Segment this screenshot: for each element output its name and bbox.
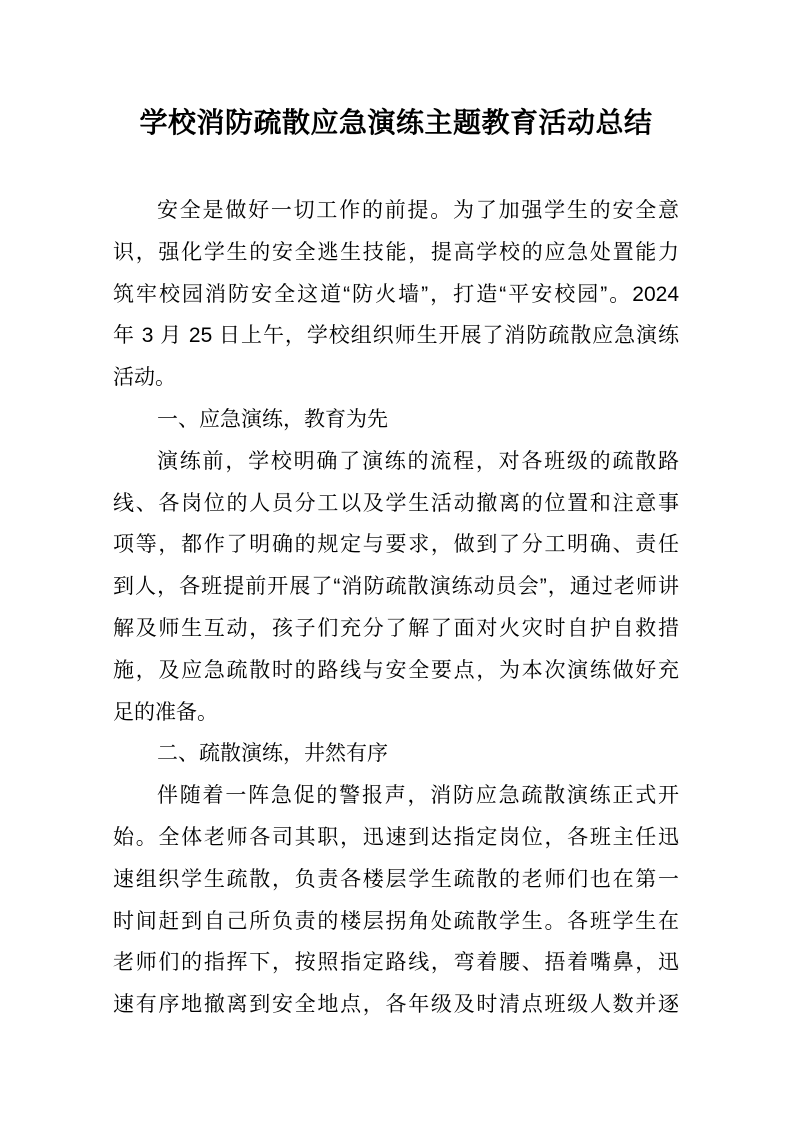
text-line: 到人，各班提前开展了“消防疏散演练动员会”，通过老师讲 [113,575,679,599]
text-line: 施，及应急疏散时的路线与安全要点，为本次演练做好充 [113,658,679,682]
text-line: 安全是做好一切工作的前提。为了加强学生的安全意 [157,199,679,222]
section-2-heading [113,733,679,775]
section-1-paragraph [113,441,679,734]
text-line: 时间赶到自己所负责的楼层拐角处疏散学生。各班学生在 [113,909,679,933]
text-line: 速组织学生疏散，负责各楼层学生疏散的老师们也在第一 [113,867,679,891]
text-line: 演练前，学校明确了演练的流程，对各班级的疏散路 [157,449,679,473]
text-line: 足的准备。 [113,700,218,724]
heading-line: 二、疏散演练，井然有序 [157,742,388,766]
text-line: 项等，都作了明确的规定与要求，做到了分工明确、责任 [113,533,679,557]
text-line: 识，强化学生的安全逃生技能，提高学校的应急处置能力 [113,240,679,264]
text-line: 速有序地撤离到安全地点，各年级及时清点班级人数并逐 [113,993,679,1017]
text-line: 老师们的指挥下，按照指定路线，弯着腰、捂着嘴鼻，迅 [113,951,679,975]
text-line: 年 3 月 25 日上午，学校组织师生开展了消防疏散应急演练 [113,324,679,348]
section-2-paragraph [113,775,679,1026]
document-content [113,0,679,1026]
text-line: 线、各岗位的人员分工以及学生活动撤离的位置和注意事 [113,491,679,515]
document-title: 学校消防疏散应急演练主题教育活动总结 [139,107,653,138]
text-line: 筑牢校园消防安全这道“防火墙”，打造“平安校园”。2024 [113,282,679,306]
heading-line: 一、应急演练，教育为先 [157,407,388,431]
text-line: 伴随着一阵急促的警报声，消防应急疏散演练正式开 [157,784,679,808]
section-1-heading [113,399,679,441]
document-body [113,190,679,1026]
intro-paragraph [113,190,679,399]
text-line: 活动。 [113,366,176,390]
text-line: 解及师生互动，孩子们充分了解了面对火灾时自护自救措 [113,616,679,640]
text-line: 始。全体老师各司其职，迅速到达指定岗位，各班主任迅 [113,825,679,849]
